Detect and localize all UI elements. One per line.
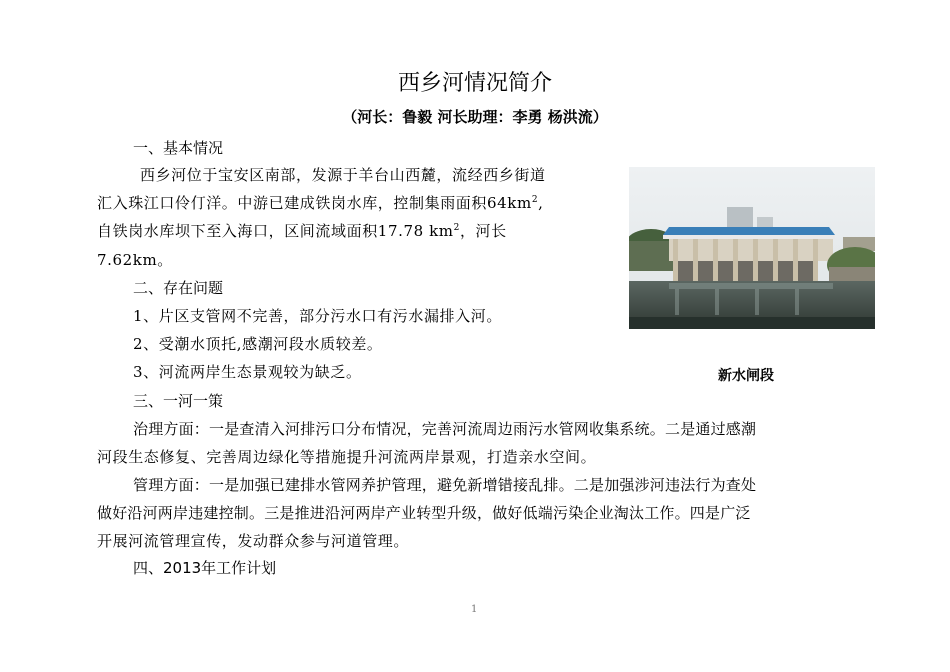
- photo-new-sluice: [629, 167, 875, 329]
- section-heading-problems: 二、存在问题: [133, 279, 224, 297]
- section-heading-basic: 一、基本情况: [133, 139, 224, 157]
- basic-line-3: 自铁岗水库坝下至入海口，区间流域面积17.78 $km^2$，河长: [97, 222, 507, 240]
- page-title: 西乡河情况简介: [397, 71, 552, 96]
- policy-line-3: 管理方面：一是加强已建排水管网养护管理，避免新增错接乱排。二是加强涉河违法行为查处: [133, 476, 757, 494]
- basic-line-1: 西乡河位于宝安区南部，发源于羊台山西麓，流经西乡街道: [140, 166, 546, 184]
- section-heading-policy: 三、一河一策: [133, 392, 224, 410]
- basic-line-4: 7.62km。: [97, 251, 173, 269]
- problem-item-1: 1、片区支管网不完善，部分污水口有污水漏排入河。: [133, 307, 502, 325]
- sluice-photo-illustration: [629, 167, 875, 329]
- policy-line-2: 河段生态修复、完善周边绿化等措施提升河流两岸景观，打造亲水空间。: [97, 448, 597, 466]
- section-heading-plan: 四、2013年工作计划: [133, 559, 277, 577]
- page-subtitle: （河长：鲁毅 河长助理：李勇 杨洪流）: [342, 108, 608, 126]
- policy-line-1: 治理方面：一是查清入河排污口分布情况，完善河流周边雨污水管网收集系统。二是通过感潮: [133, 420, 757, 438]
- superscript-2: 2: [531, 195, 539, 205]
- page-number: 1: [471, 604, 478, 615]
- policy-line-4: 做好沿河两岸违建控制。三是推进沿河两岸产业转型升级，做好低端污染企业淘汰工作。四是广泛: [97, 504, 751, 522]
- basic-line-2: 汇入珠江口伶仃洋。中游已建成铁岗水库，控制集雨面积$64km^2$,: [97, 194, 544, 212]
- photo-caption: 新水闸段: [718, 368, 774, 384]
- superscript-2: 2: [453, 223, 460, 233]
- problem-item-3: 3、河流两岸生态景观较为缺乏。: [133, 363, 362, 381]
- policy-line-5: 开展河流管理宣传，发动群众参与河道管理。: [97, 532, 410, 550]
- problem-item-2: 2、受潮水顶托,感潮河段水质较差。: [133, 335, 383, 353]
